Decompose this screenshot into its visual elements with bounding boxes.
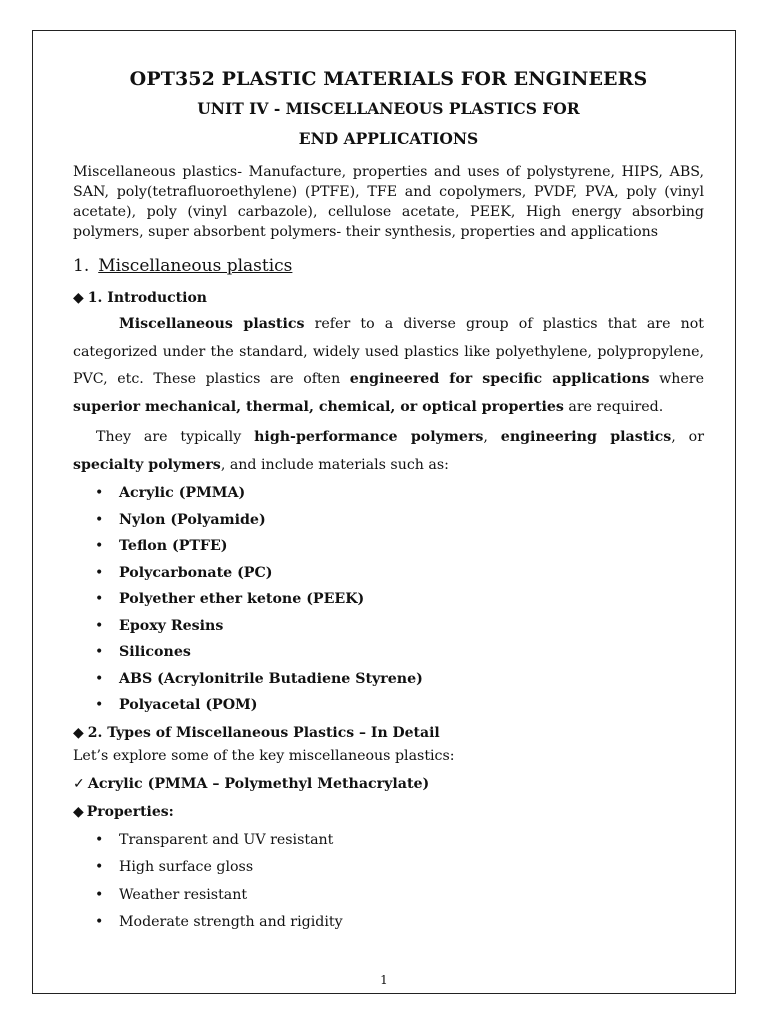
paragraph-text: refer to a diverse group of plastics that are not categorized under the standard, widely used plastics like polyethylene, polypropylene, PVC, etc. These plastics are often [73,316,704,387]
materials-lead-paragraph [73,424,704,479]
list-item [73,692,704,719]
list-item [73,909,704,937]
bullet-icon: • [95,538,104,554]
section-heading [73,254,704,278]
types-heading-text: 2. Types of Miscellaneous Plastics – In Detail [87,724,440,741]
list-item [73,507,704,534]
paragraph-text: are required. [563,398,664,415]
paragraph-text: , [483,429,501,445]
types-lead: Let’s explore some of the key miscellaneous plastics: [73,747,455,764]
bullet-icon: • [95,591,104,607]
diamond-bullet-icon: ◆ [73,724,84,741]
properties-heading-text: Properties: [86,803,174,820]
emphasis-text: engineering plastics [500,429,672,445]
bullet-icon: • [95,511,104,528]
list-item [73,854,704,882]
unit-title-line1: UNIT IV - MISCELLANEOUS PLASTICS FOR [197,99,580,118]
emphasis-text: high-performance polymers [254,429,484,445]
list-item-text: Moderate strength and rigidity [119,914,343,930]
bullet-icon: • [95,564,104,581]
paragraph-text: , or [671,429,704,445]
bullet-icon: • [95,644,104,660]
list-item-text: Teflon (PTFE) [119,538,228,554]
paragraph-text: where [649,371,704,387]
diamond-bullet-icon: ◆ [73,803,84,820]
introduction-heading-text: 1. Introduction [87,290,207,306]
properties-heading [73,798,704,826]
paragraph-text: They are typically [96,429,255,445]
list-item [73,882,704,910]
list-item-text: Silicones [119,644,191,660]
term-miscellaneous-plastics: Miscellaneous plastics [119,316,305,332]
bullet-icon: • [95,697,104,713]
list-item-text: Polycarbonate (PC) [119,564,273,581]
list-item [73,560,704,587]
acrylic-heading [73,770,704,798]
bullet-icon: • [95,485,104,501]
list-item-text: Epoxy Resins [119,617,224,634]
unit-title-line2: END APPLICATIONS [298,129,479,148]
materials-list [73,480,704,719]
list-item [73,586,704,613]
list-item-text: Polyether ether ketone (PEEK) [119,591,365,607]
checkmark-icon: ✓ [73,775,85,792]
acrylic-heading-text: Acrylic (PMMA – Polymethyl Methacrylate) [87,775,430,792]
list-item [73,533,704,560]
list-item [73,827,704,855]
emphasis-text: superior mechanical, thermal, chemical, or optical properties [73,398,564,415]
section-number: 1. [73,256,90,276]
list-item-text: Transparent and UV resistant [119,831,334,848]
introduction-paragraph [73,311,704,421]
bullet-icon: • [95,859,104,875]
list-item-text: Nylon (Polyamide) [119,511,266,528]
list-item-text: ABS (Acrylonitrile Butadiene Styrene) [119,670,423,687]
paragraph-text: , and include materials such as: [220,456,449,473]
bullet-icon: • [95,914,104,930]
document-title: OPT352 PLASTIC MATERIALS FOR ENGINEERS [129,68,648,90]
bullet-icon: • [95,886,104,903]
list-item [73,639,704,666]
list-item-text: Weather resistant [119,886,248,903]
diamond-bullet-icon: ◆ [73,290,84,306]
introduction-heading [73,288,704,308]
bullet-icon: • [95,831,104,848]
list-item-text: Acrylic (PMMA) [119,485,246,501]
syllabus-paragraph: Miscellaneous plastics- Manufacture, properties and uses of polystyrene, HIPS, ABS, SAN, poly(tetrafluoroethylene) (PTFE), TFE and copolymers, PVDF, PVA, poly (vinyl acetate), poly (vinyl carbazole), cellulose acetate, PEEK, High energy absorbing polymers, super absorbent polymers- their synthesis, properties and applications [73,164,704,240]
list-item [73,613,704,640]
section-title: Miscellaneous plastics [98,256,293,276]
bullet-icon: • [95,617,104,634]
document-body [73,64,704,937]
emphasis-text: engineered for specific applications [349,371,650,387]
list-item [73,480,704,507]
emphasis-text: specialty polymers [73,456,221,473]
types-heading [73,723,704,743]
bullet-icon: • [95,670,104,687]
list-item-text: Polyacetal (POM) [119,697,258,713]
list-item [73,666,704,693]
list-item-text: High surface gloss [119,859,254,875]
properties-list [73,827,704,937]
page-number: 1 [380,973,388,987]
